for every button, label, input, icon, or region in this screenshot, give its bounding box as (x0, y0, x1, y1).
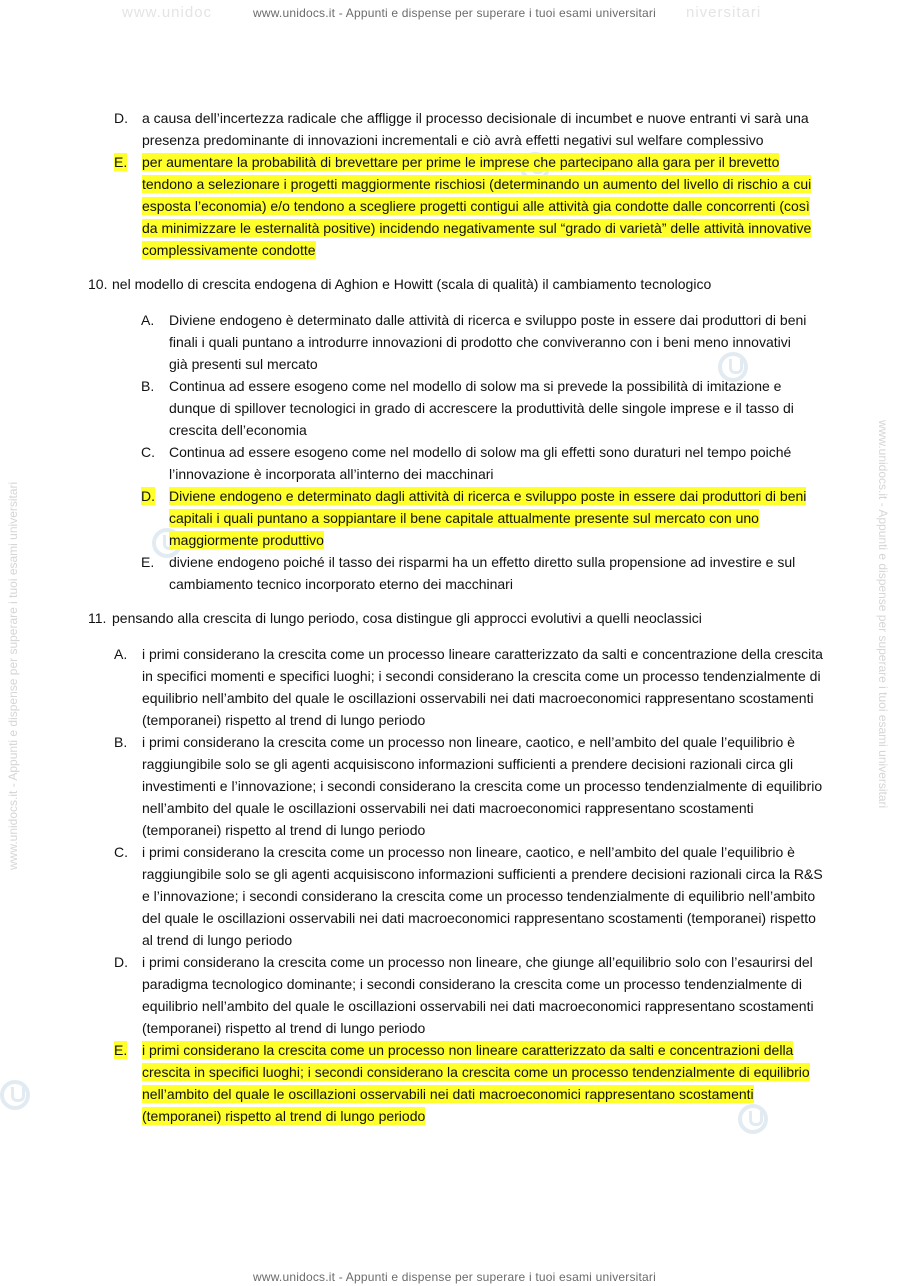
option-text: a causa dell’incertezza radicale che affligge il processo decisionale di incumbet e nuove entranti vi sarà una presenza predominante di innovazioni incrementali e ciò avrà effetti negativi sul welfare complessivo (142, 110, 809, 148)
side-watermark-right: www.unidocs.it - Appunti e dispense per superare i tuoi esami universitari (876, 420, 890, 809)
option-letter: A. (141, 312, 155, 328)
document-body (0, 107, 909, 1127)
option-text: i primi considerano la crescita come un processo non lineare, che giunge all’equilibrio solo con l’esaurirsi del paradigma tecnologico dominante; i secondi considerano la crescita come un processo tendenzialmente di equilibrio nell’ambito del quale le oscillazioni osservabili nei dati macroeconomici rappresentano scostamenti (temporanei) rispetto al trend di lungo periodo (142, 954, 814, 1036)
option-letter: D. (141, 488, 155, 504)
faint-watermark-left: www.unidoc (122, 4, 213, 21)
option-11-b (0, 731, 909, 841)
option-10-e (0, 551, 909, 595)
question-number: 11. (88, 610, 107, 626)
option-letter: B. (114, 734, 128, 750)
side-watermark-left: www.unidocs.it - Appunti e dispense per superare i tuoi esami universitari (6, 481, 20, 870)
question-10-options (0, 309, 909, 595)
option-letter: C. (141, 444, 155, 460)
faint-watermark-right: niversitari (686, 4, 762, 21)
option-10-d-highlighted (0, 485, 909, 551)
option-9-d (0, 107, 909, 151)
option-text: diviene endogeno poiché il tasso dei risparmi ha un effetto diretto sulla propensione ad investire e sul cambiamento tecnico incorporato eterno dei macchinari (169, 554, 796, 592)
option-letter: E. (114, 1042, 128, 1058)
question-text: nel modello di crescita endogena di Aghion e Howitt (scala di qualità) il cambiamento tecnologico (112, 276, 712, 292)
option-text: Continua ad essere esogeno come nel modello di solow ma gli effetti sono duraturi nel tempo poiché l’innovazione è incorporata all’interno dei macchinari (169, 444, 792, 482)
question-11-options (0, 643, 909, 1127)
page-footer-watermark (0, 1270, 909, 1284)
option-letter: C. (114, 844, 128, 860)
option-letter: D. (114, 954, 128, 970)
option-text: i primi considerano la crescita come un processo non lineare, caotico, e nell’ambito del quale l’equilibrio è raggiungibile solo se gli agenti acquisiscono informazioni sufficienti a prendere decisioni razionali circa la R&S e l’innovazione; i secondi considerano la crescita come un processo tendenzialmente di equilibrio nell’ambito del quale le oscillazioni osservabili nei dati macroeconomici rappresentano scostamenti (temporanei) rispetto al trend di lungo periodo (142, 844, 823, 948)
question-9-options (0, 107, 909, 261)
header-watermark-text: www.unidocs.it - Appunti e dispense per superare i tuoi esami universitari (253, 6, 656, 20)
question-11 (0, 607, 909, 629)
option-letter: B. (141, 378, 155, 394)
option-9-e-highlighted (0, 151, 909, 261)
option-text: per aumentare la probabilità di brevettare per prime le imprese che partecipano alla gara per il brevetto tendono a selezionare i progetti maggiormente rischiosi (determinando un aumento del livello di rischio a cui esposta l’economia) e/o tendono a scegliere progetti contigui alle attività gia condotte dalle concorrenti (così da minimizzare le esternalità positive) incidendo negativamente sul “grado di varietà” delle attività innovative complessivamente condotte (142, 154, 812, 258)
option-10-a (0, 309, 909, 375)
option-11-d (0, 951, 909, 1039)
option-text: Diviene endogeno è determinato dalle attività di ricerca e sviluppo poste in essere dai produttori di beni finali i quali puntano a introdurre innovazioni di prodotto che conviveranno con i beni meno innovativi già presenti sul mercato (169, 312, 807, 372)
option-letter: D. (114, 110, 128, 126)
option-letter: E. (141, 554, 155, 570)
page-header-watermark (0, 6, 909, 20)
option-text: i primi considerano la crescita come un processo non lineare caratterizzato da salti e concentrazioni della crescita in specifici luoghi; i secondi considerano la crescita come un processo tendenzialmente di equilibrio nell’ambito del quale le oscillazioni osservabili nei dati macroeconomici rappresentano scostamenti (temporanei) rispetto al trend di lungo periodo (142, 1042, 810, 1124)
question-number: 10. (88, 276, 108, 292)
option-text: Continua ad essere esogeno come nel modello di solow ma si prevede la possibilità di imitazione e dunque di spillover tecnologici in grado di accrescere la produttività delle singole imprese e il tasso di crescita dell’economia (169, 378, 794, 438)
option-11-c (0, 841, 909, 951)
option-11-e-highlighted (0, 1039, 909, 1127)
option-text: Diviene endogeno e determinato dagli attività di ricerca e sviluppo poste in essere dai produttori di beni capitali i quali puntano a soppiantare il bene capitale attualmente presente sul mercato con uno maggiormente produttivo (169, 488, 807, 548)
option-10-c (0, 441, 909, 485)
option-letter: E. (114, 154, 128, 170)
option-letter: A. (114, 646, 128, 662)
question-10 (0, 273, 909, 295)
footer-watermark-text: www.unidocs.it - Appunti e dispense per superare i tuoi esami universitari (253, 1270, 656, 1284)
question-text: pensando alla crescita di lungo periodo, cosa distingue gli approcci evolutivi a quelli neoclassici (112, 610, 702, 626)
option-text: i primi considerano la crescita come un processo non lineare, caotico, e nell’ambito del quale l’equilibrio è raggiungibile solo se gli agenti acquisiscono informazioni sufficienti a prendere decisioni razionali circa gli investimenti e l’innovazione; i secondi considerano la crescita come un processo tendenzialmente di equilibrio nell’ambito del quale le oscillazioni osservabili nei dati macroeconomici rappresentano scostamenti (temporanei) rispetto al trend di lungo periodo (142, 734, 823, 838)
option-11-a (0, 643, 909, 731)
option-10-b (0, 375, 909, 441)
option-text: i primi considerano la crescita come un processo lineare caratterizzato da salti e concentrazione della crescita in specifici momenti e specifici luoghi; i secondi considerano la crescita come un processo tendenzialmente di equilibrio nell’ambito del quale le oscillazioni osservabili nei dati macroeconomici rappresentano scostamenti (temporanei) rispetto al trend di lungo periodo (142, 646, 823, 728)
